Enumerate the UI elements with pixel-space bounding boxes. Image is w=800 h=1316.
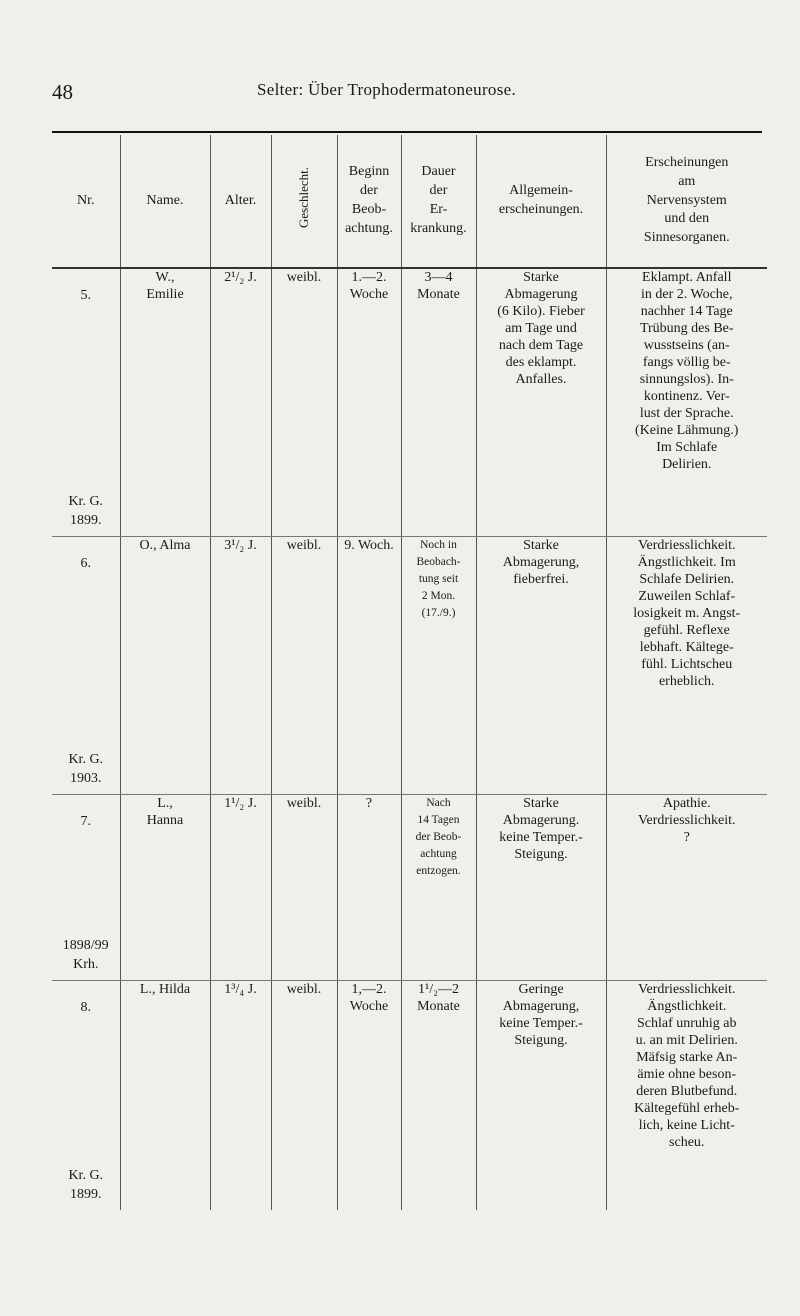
cell-beginn (337, 794, 401, 980)
text-line: 9. Woch. (344, 537, 394, 553)
cell-nerven (606, 794, 767, 980)
text-line: am Tage und (505, 321, 577, 336)
text-line: Monate (417, 998, 460, 1014)
text-line: L., Hilda (139, 981, 191, 997)
text-line: keine Temper.- (499, 1015, 583, 1031)
text-line: nachher 14 Tage (640, 304, 733, 319)
cell-geschlecht: weibl. (271, 794, 337, 980)
text-line: 1899. (70, 512, 102, 528)
text-line: Schlafe Delirien. (639, 571, 735, 587)
text-line: lust der Sprache. (639, 406, 734, 421)
case-source (52, 750, 120, 788)
text-line: Schlaf unruhig ab (636, 1015, 737, 1031)
text-line: nach dem Tage (498, 338, 584, 353)
header-nerven (606, 135, 767, 268)
text-line: 1.—2. (351, 270, 387, 285)
text-line: Anfalles. (515, 372, 567, 387)
text-line: 1,—2. (351, 981, 387, 997)
header-beginn (337, 135, 401, 268)
text-line: in der 2. Woche, (640, 287, 733, 302)
text-line: kontinenz. Ver- (643, 389, 730, 404)
cell-dauer (401, 794, 476, 980)
text-line: lich, keine Licht- (638, 1117, 735, 1133)
text-line: Beob- (351, 202, 387, 217)
text-line: entzogen. (416, 864, 461, 877)
running-title: Selter: Über Trophodermatoneurose. (257, 80, 517, 99)
cell-beginn (337, 536, 401, 794)
text-line: 1899. (70, 1187, 102, 1202)
text-line: Woche (349, 998, 389, 1014)
text-line: Nach (426, 796, 451, 809)
cell-dauer (401, 268, 476, 536)
text-line: fieberfrei. (513, 571, 569, 587)
table-row (52, 536, 767, 794)
text-line: der (360, 183, 378, 199)
text-line: Beginn (348, 164, 390, 180)
cell-alter: 3¹/₂ J. (210, 536, 271, 794)
text-line: Woche (349, 287, 389, 302)
cell-allgemein (476, 980, 606, 1210)
text-line: 3—4 (424, 270, 453, 285)
case-source (52, 492, 120, 530)
cell-name (120, 268, 210, 536)
text-line: krankung. (410, 220, 467, 236)
cell-nerven (606, 536, 767, 794)
text-line: Erscheinungen (645, 154, 729, 170)
text-line: scheu. (669, 1134, 705, 1150)
cell-beginn (337, 980, 401, 1210)
cell-geschlecht: weibl. (271, 980, 337, 1210)
cell-alter: 2¹/₂ J. (210, 268, 271, 536)
case-table (52, 135, 767, 1210)
text-line: Ängstlichkeit. Im (637, 554, 736, 570)
cell-dauer (401, 980, 476, 1210)
text-line: Trübung des Be- (639, 321, 734, 336)
text-line: u. an mit Delirien. (635, 1032, 738, 1048)
header-allgemein (476, 135, 606, 268)
text-line: Apathie. (662, 795, 711, 811)
text-line: am (678, 173, 696, 189)
text-line: ? (365, 795, 373, 811)
text-line: Kr. G. (68, 493, 104, 509)
text-line: Starke (523, 270, 559, 285)
text-line: des eklampt. (505, 355, 577, 370)
case-number: 5. (80, 288, 91, 303)
text-line: 1¹/₂—2 (418, 981, 459, 997)
cell-beginn (337, 268, 401, 536)
text-line: und den (664, 211, 710, 227)
header-rule (52, 131, 762, 133)
header-nr: Nr. (52, 135, 120, 268)
cell-name (120, 980, 210, 1210)
text-line: achtung. (345, 220, 393, 236)
text-line: fangs völlig be- (642, 355, 731, 370)
text-line: 1903. (70, 770, 102, 786)
cell-nr (52, 794, 120, 980)
header-dauer (401, 135, 476, 268)
text-line: achtung (420, 847, 457, 860)
text-line: Verdriesslichkeit. (637, 981, 736, 997)
table-header-row (52, 135, 767, 268)
case-number: 7. (80, 813, 91, 829)
text-line: Abmagerung, (502, 554, 580, 570)
text-line: Zuweilen Schlaf- (638, 588, 736, 604)
text-line: erscheinungen. (498, 202, 584, 217)
text-line: Sinnesorganen. (643, 230, 730, 246)
text-line: Delirien. (662, 457, 712, 472)
text-line: O., Alma (139, 537, 191, 553)
table-row (52, 794, 767, 980)
text-line: Allgemein- (509, 183, 573, 199)
text-line: Beobach- (416, 555, 461, 568)
text-line: Mäfsig starke An- (636, 1049, 738, 1065)
text-line: Kr. G. (68, 751, 104, 767)
text-line: 1898/99 (62, 937, 109, 953)
header-geschlecht (271, 135, 337, 268)
header-name: Name. (120, 135, 210, 268)
text-line: Ängstlichkeit. (647, 998, 727, 1014)
text-line: gefühl. Reflexe (643, 622, 730, 638)
text-line: 14 Tagen (417, 813, 460, 826)
text-line: Verdriesslichkeit. (637, 812, 736, 828)
text-line: Im Schlafe (656, 440, 718, 455)
cell-nerven (606, 980, 767, 1210)
text-line: der (429, 183, 448, 199)
text-line: Er- (429, 202, 448, 217)
text-line: tung seit (418, 572, 459, 585)
text-line: Nervensystem (646, 192, 727, 208)
text-line: Starke (523, 537, 559, 553)
text-line: (17./9.) (421, 606, 456, 619)
cell-nr (52, 980, 120, 1210)
text-line: Verdriesslichkeit. (637, 537, 736, 553)
text-line: Eklampt. Anfall (642, 270, 732, 285)
text-line: Krh. (73, 956, 99, 972)
text-line: ämie ohne beson- (637, 1066, 737, 1082)
text-line: 2 Mon. (421, 589, 456, 602)
cell-name (120, 794, 210, 980)
cell-nerven (606, 268, 767, 536)
cell-alter: 1³/₄ J. (210, 980, 271, 1210)
text-line: Emilie (146, 287, 184, 302)
text-line: Kr. G. (68, 1168, 104, 1183)
cell-nr (52, 268, 120, 536)
case-number: 8. (80, 999, 91, 1015)
text-line: W., (155, 270, 175, 285)
cell-geschlecht: weibl. (271, 536, 337, 794)
cell-dauer (401, 536, 476, 794)
cell-allgemein (476, 536, 606, 794)
text-line: wusstseins (an- (643, 338, 730, 353)
text-line: keine Temper.- (499, 829, 583, 845)
table-row (52, 268, 767, 536)
header-alter: Alter. (210, 135, 271, 268)
text-line: der Beob- (415, 830, 462, 843)
text-line: Steigung. (514, 1032, 568, 1048)
text-line: Hanna (146, 812, 184, 828)
text-line: L., (157, 795, 173, 811)
text-line: Abmagerung (504, 287, 578, 302)
text-line: Starke (523, 795, 559, 811)
text-line: deren Blutbefund. (636, 1083, 738, 1099)
cell-alter: 1¹/₂ J. (210, 794, 271, 980)
page-number: 48 (52, 80, 73, 104)
text-line: Geringe (518, 981, 564, 997)
cell-allgemein (476, 794, 606, 980)
cell-nr (52, 536, 120, 794)
text-line: Noch in (420, 538, 457, 551)
text-line: lebhaft. Kältege- (639, 639, 734, 655)
text-line: losigkeit m. Angst- (633, 605, 741, 621)
case-number: 6. (80, 555, 91, 571)
header-geschlecht-label: Geschlecht. (296, 167, 312, 229)
text-line: Monate (417, 287, 460, 302)
cell-allgemein (476, 268, 606, 536)
text-line: sinnungslos). In- (639, 372, 734, 387)
text-line: ? (683, 829, 690, 845)
text-line: Kältegefühl erheb- (634, 1100, 740, 1116)
case-source (52, 936, 120, 974)
text-line: erheblich. (658, 673, 715, 689)
text-line: (Keine Lähmung.) (635, 423, 739, 438)
text-line: (6 Kilo). Fieber (497, 304, 585, 319)
text-line: Abmagerung. (502, 812, 580, 828)
page-header (52, 70, 752, 110)
table-row (52, 980, 767, 1210)
cell-geschlecht: weibl. (271, 268, 337, 536)
case-source (52, 1166, 120, 1204)
text-line: Abmagerung, (502, 998, 580, 1014)
text-line: Dauer (421, 164, 456, 180)
text-line: Steigung. (514, 846, 568, 862)
cell-name (120, 536, 210, 794)
text-line: fühl. Lichtscheu (641, 656, 733, 672)
